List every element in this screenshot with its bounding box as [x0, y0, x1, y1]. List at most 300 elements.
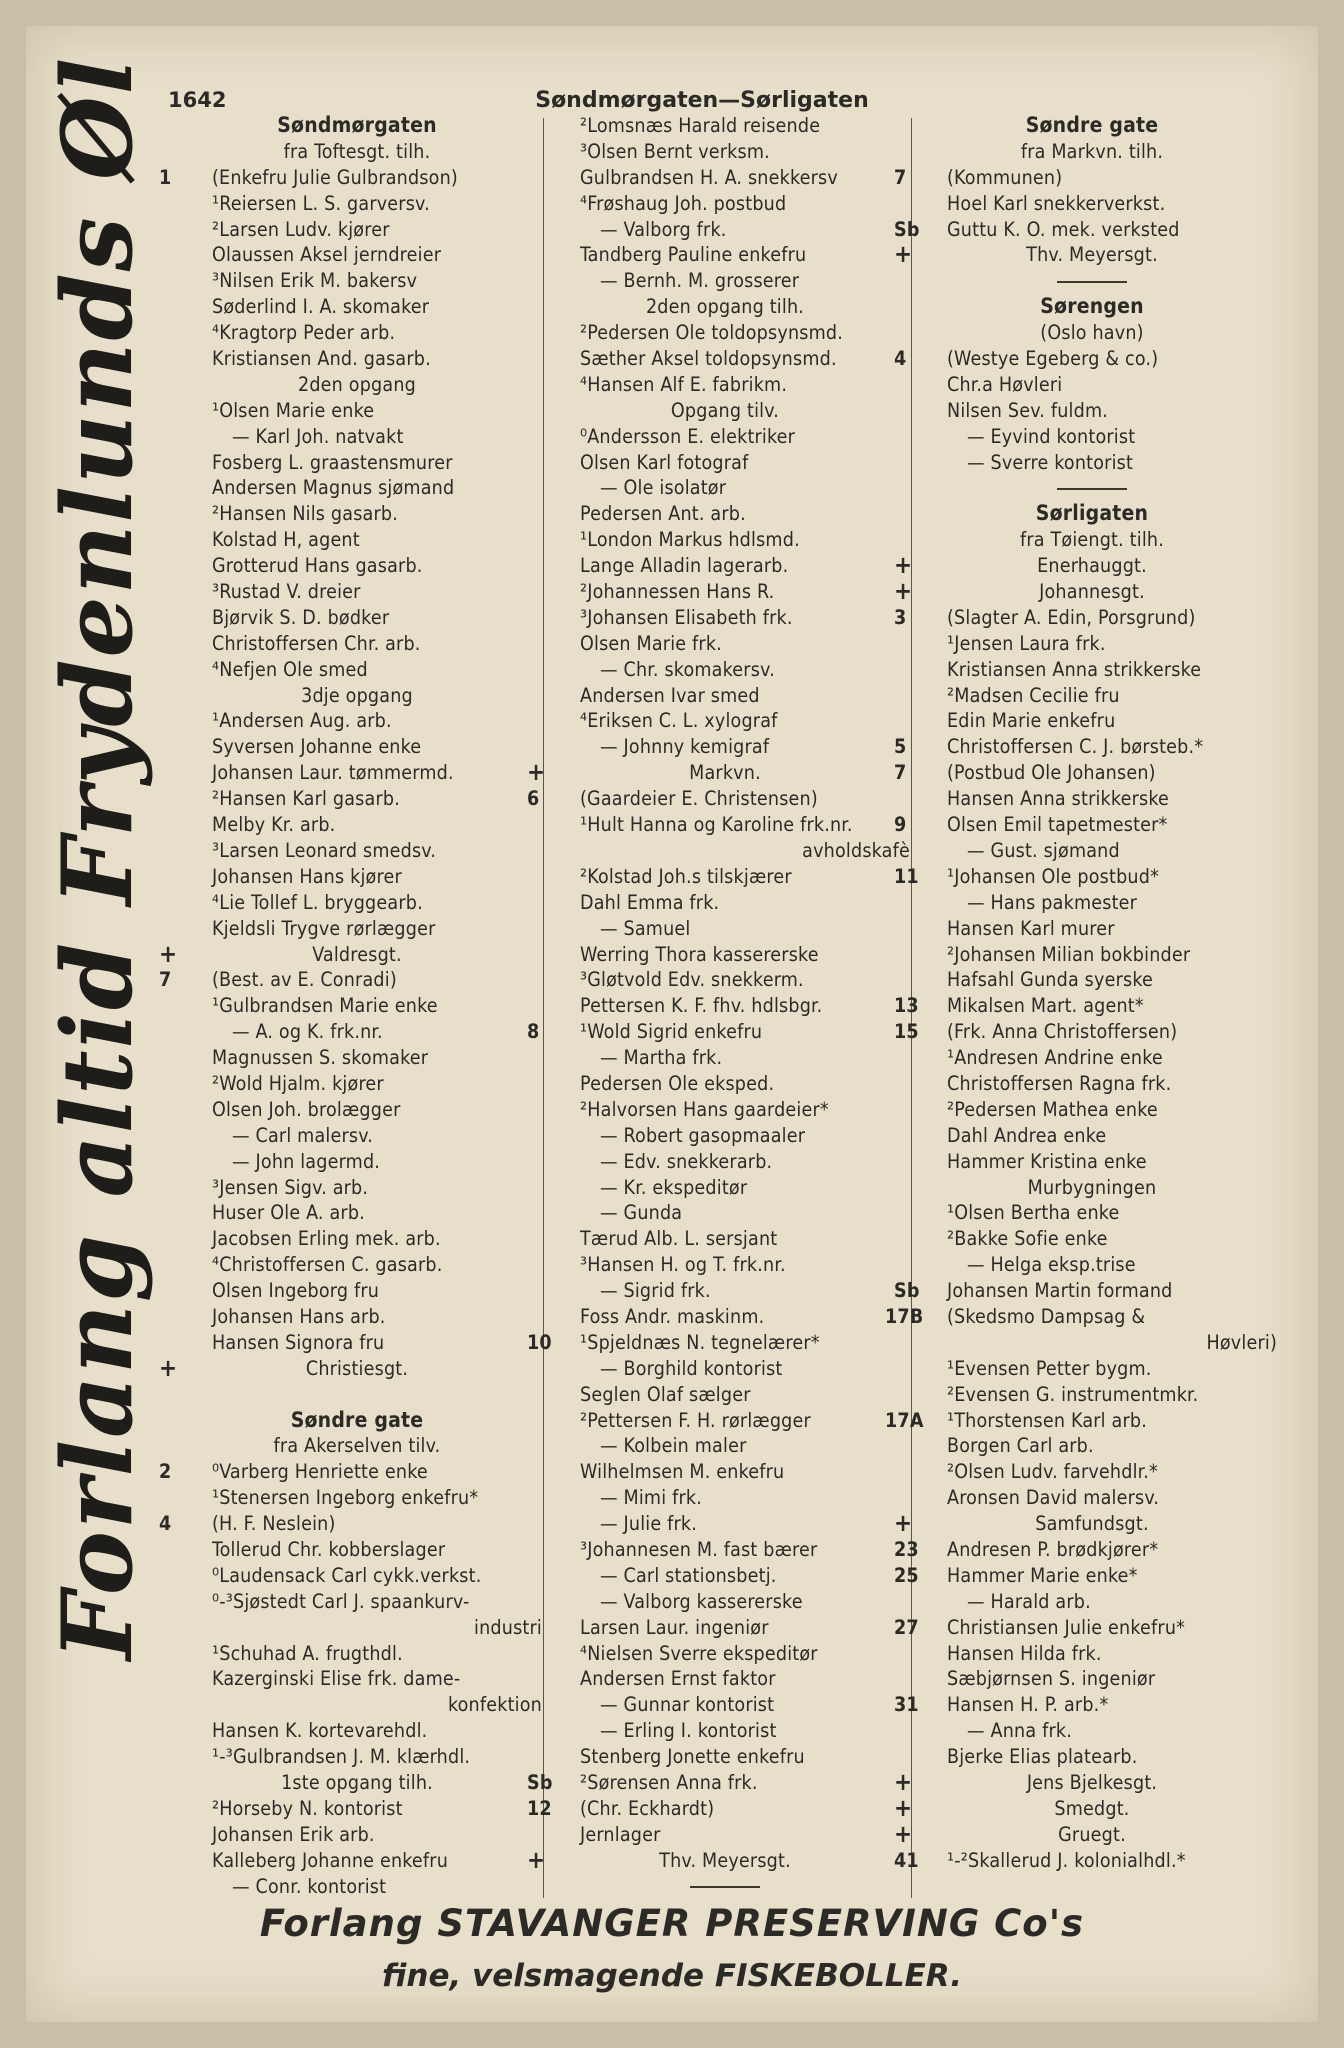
entry-text: 2den opgang: [297, 372, 416, 396]
directory-entry: [907, 475, 1277, 501]
entry-text: Sæther Aksel toldopsynsmd.: [580, 347, 837, 371]
directory-entry: [907, 1356, 1277, 1382]
directory-entry: [527, 1770, 910, 1796]
entry-text: Hansen Hilda frk.: [947, 1641, 1102, 1665]
street-heading: [172, 113, 542, 139]
directory-entry: [172, 424, 542, 450]
directory-entry: [172, 1718, 542, 1744]
column-3: [885, 113, 1277, 1913]
entry-text: — Bernh. M. grosserer: [600, 269, 800, 293]
entry-text: avholdskafè: [802, 838, 910, 862]
street-heading: [907, 294, 1277, 320]
entry-text: (Frk. Anna Christoffersen): [947, 1020, 1178, 1044]
entry-text: ³Jensen Sigv. arb.: [212, 1175, 369, 1199]
directory-entry: [540, 1278, 910, 1304]
entry-text: ²Pettersen F. H. rørlægger: [580, 1408, 811, 1432]
directory-entry: [540, 165, 910, 191]
directory-entry: [907, 372, 1277, 398]
directory-entry: [172, 657, 542, 683]
house-number: 25: [894, 1563, 919, 1587]
directory-entry: [907, 1071, 1277, 1097]
directory-entry: [907, 1252, 1277, 1278]
entry-text: (Postbud Ole Johansen): [947, 761, 1156, 785]
directory-entry: [172, 475, 542, 501]
directory-entry: [907, 1433, 1277, 1459]
cross-street-marker: +: [894, 551, 913, 580]
directory-entry: [172, 217, 542, 243]
directory-entry: [172, 1382, 542, 1408]
entry-text: Magnussen S. skomaker: [212, 1046, 429, 1070]
cross-street-marker: +: [894, 1819, 913, 1848]
house-number: 7: [159, 968, 172, 992]
directory-entry: [159, 1353, 542, 1382]
entry-text: ²Johansen Milian bokbinder: [947, 942, 1191, 966]
directory-entry: [540, 864, 910, 890]
entry-text: Tærud Alb. L. sersjant: [580, 1227, 778, 1251]
entry-text: Chr.a Høvleri: [947, 372, 1063, 396]
directory-entry: [907, 657, 1277, 683]
directory-entry: [894, 1509, 1277, 1538]
entry-text: Johansen Erik arb.: [212, 1822, 375, 1846]
entry-text: ¹-²Skallerud J. kolonialhdl.*: [947, 1848, 1186, 1872]
entry-text: ²Larsen Ludv. kjører: [212, 217, 390, 241]
entry-text: ⁰-³Sjøstedt Carl J. spaankurv-: [212, 1589, 470, 1613]
entry-text: — John lagermd.: [232, 1149, 381, 1173]
entry-text: Andersen Ernst faktor: [580, 1667, 776, 1691]
directory-entry: [907, 631, 1277, 657]
house-number: 23: [894, 1537, 919, 1561]
directory-entry: [172, 1149, 542, 1175]
house-number: 7: [894, 761, 907, 785]
entry-text: Olsen Emil tapetmester*: [947, 813, 1168, 837]
cross-street-marker: +: [894, 1793, 913, 1822]
entry-text: Hafsahl Gunda syerske: [947, 968, 1153, 992]
directory-entry: [540, 1485, 910, 1511]
entry-text: ¹Andersen Aug. arb.: [212, 709, 392, 733]
entry-text: Thv. Meyersgt.: [659, 1848, 791, 1872]
directory-entry: [894, 1615, 1277, 1641]
directory-entry: [527, 758, 910, 787]
house-number: 3: [894, 605, 907, 629]
directory-entry: [172, 1330, 542, 1356]
entry-text: Sørligaten: [1035, 501, 1149, 526]
house-number: 15: [894, 1020, 919, 1044]
directory-entry: [172, 683, 542, 709]
entry-text: ¹Wold Sigrid enkefru: [580, 1020, 763, 1044]
entry-text: ⁴Nielsen Sverre ekspeditør: [580, 1641, 818, 1665]
directory-entry: [172, 294, 542, 320]
divider: [1057, 488, 1127, 490]
directory-entry: [540, 890, 910, 916]
directory-entry: [540, 191, 910, 217]
entry-text: — Sverre kontorist: [967, 450, 1134, 474]
directory-entry: [540, 1382, 910, 1408]
footer-ad-line-2: fine, velsmagende FISKEBOLLER.: [381, 1958, 962, 1994]
entry-text: Kolstad H, agent: [212, 528, 360, 552]
directory-entry: [172, 1123, 542, 1149]
entry-text: Foss Andr. maskinm.: [580, 1304, 765, 1328]
directory-entry: [907, 916, 1277, 942]
directory-entry: [907, 450, 1277, 476]
directory-entry: [540, 1304, 910, 1330]
entry-text: ²Bakke Sofie enke: [947, 1227, 1108, 1251]
entry-text: Høvleri): [1206, 1330, 1277, 1354]
entry-text: Johansen Hans kjører: [212, 864, 402, 888]
directory-entry: [540, 424, 910, 450]
cross-street-marker: +: [894, 240, 913, 269]
entry-text: Dahl Emma frk.: [580, 890, 720, 914]
entry-text: — Gunda: [600, 1201, 683, 1225]
directory-entry: [907, 1589, 1277, 1615]
footer-ad-line-1: Forlang STAVANGER PRESERVING Co's: [259, 1902, 1085, 1945]
directory-entry: [907, 683, 1277, 709]
house-number: 12: [527, 1796, 552, 1820]
entry-text: konfektion: [447, 1693, 542, 1717]
directory-entry: [540, 1200, 910, 1226]
directory-entry: [907, 1718, 1277, 1744]
directory-entry: [894, 1019, 1277, 1045]
directory-entry: [172, 1226, 542, 1252]
directory-entry: [907, 398, 1277, 424]
entry-text: 3dje opgang: [301, 683, 413, 707]
directory-entry: [907, 1382, 1277, 1408]
entry-text: — Carl stationsbetj.: [600, 1563, 777, 1587]
directory-entry: [894, 1692, 1277, 1718]
divider: [690, 1886, 760, 1888]
directory-entry: [540, 579, 910, 605]
entry-text: ²Wold Hjalm. kjører: [212, 1071, 384, 1095]
entry-text: — Kr. ekspeditør: [600, 1175, 748, 1199]
directory-entry: [172, 320, 542, 346]
entry-text: Samfundsgt.: [1035, 1512, 1149, 1536]
column-2: [527, 113, 910, 1913]
house-number: Sb: [527, 1771, 553, 1794]
entry-text: Olsen Marie frk.: [580, 631, 722, 655]
entry-text: — Harald arb.: [967, 1589, 1091, 1613]
directory-entry: [172, 1822, 542, 1848]
entry-text: Markvn.: [689, 761, 761, 785]
entry-text: ¹Gulbrandsen Marie enke: [212, 994, 438, 1018]
directory-entry: [540, 1149, 910, 1175]
cross-street-marker: +: [159, 1353, 178, 1382]
entry-text: Bjerke Elias platearb.: [947, 1745, 1138, 1769]
entry-text: Smedgt.: [1054, 1796, 1130, 1820]
entry-text: Larsen Laur. ingeniør: [580, 1615, 769, 1639]
directory-entry: [172, 916, 542, 942]
entry-text: Hansen K. kortevarehdl.: [212, 1719, 428, 1743]
entry-text: — Helga eksp.trise: [967, 1253, 1136, 1277]
entry-text: Hansen Karl murer: [947, 916, 1115, 940]
directory-entry: [527, 786, 910, 812]
entry-text: ⁴Lie Tollef L. bryggearb.: [212, 890, 423, 914]
entry-text: fra Tøiengt. tilh.: [1019, 528, 1164, 552]
entry-text: ²Halvorsen Hans gaardeier*: [580, 1097, 829, 1121]
entry-text: — Martha frk.: [600, 1046, 723, 1070]
directory-entry: [172, 734, 542, 760]
directory-entry: [907, 942, 1277, 968]
entry-text: Hoel Karl snekkerverkst.: [947, 191, 1166, 215]
entry-text: — Edv. snekkerarb.: [600, 1149, 773, 1173]
entry-text: Kazerginski Elise frk. dame-: [212, 1667, 461, 1691]
entry-text: ²Evensen G. instrumentmkr.: [947, 1382, 1199, 1406]
directory-entry: [907, 967, 1277, 993]
entry-text: — Erling I. kontorist: [600, 1719, 777, 1743]
directory-entry: [527, 1330, 910, 1356]
entry-text: ¹Hult Hanna og Karoline frk.nr.: [580, 813, 853, 837]
directory-entry: [894, 864, 1277, 890]
directory-entry: [172, 760, 542, 786]
entry-text: Lange Alladin lagerarb.: [580, 554, 789, 578]
directory-entry: [172, 268, 542, 294]
directory-entry: [907, 527, 1277, 553]
entry-text: Kalleberg Johanne enkefru: [212, 1848, 449, 1872]
directory-entry: [540, 450, 910, 476]
entry-text: Søndmørgaten: [277, 113, 437, 137]
directory-entry: [540, 1692, 910, 1718]
directory-entry: [172, 1200, 542, 1226]
directory-entry: [540, 993, 910, 1019]
directory-entry: [907, 1097, 1277, 1123]
directory-entry: [172, 1666, 542, 1692]
entry-text: — Valborg frk.: [600, 217, 727, 241]
house-number: 11: [894, 864, 919, 888]
directory-entry: [907, 1744, 1277, 1770]
entry-text: ²Olsen Ludv. farvehdlr.*: [947, 1460, 1159, 1484]
house-number: 9: [894, 813, 907, 837]
house-number: 17A: [885, 1408, 924, 1432]
entry-text: ¹Schuhad A. frugthdl.: [212, 1641, 403, 1665]
entry-text: Pettersen K. F. fhv. hdlsbgr.: [580, 994, 823, 1018]
entry-text: ²Sørensen Anna frk.: [580, 1771, 758, 1794]
entry-text: — Eyvind kontorist: [967, 424, 1136, 448]
directory-entry: [894, 217, 1277, 243]
entry-text: ³Johansen Elisabeth frk.: [580, 605, 793, 629]
directory-entry: [894, 1848, 1277, 1874]
directory-entry: [907, 1200, 1277, 1226]
directory-entry: [172, 1770, 542, 1796]
entry-text: Andersen Magnus sjømand: [212, 476, 455, 500]
directory-entry: [172, 1097, 542, 1123]
directory-entry: [907, 424, 1277, 450]
directory-entry: [159, 967, 542, 993]
directory-entry: [907, 890, 1277, 916]
entry-text: ¹Olsen Marie enke: [212, 398, 375, 422]
entry-text: (Slagter A. Edin, Porsgrund): [947, 605, 1196, 629]
entry-text: ²Hansen Nils gasarb.: [212, 502, 399, 526]
directory-entry: [907, 1045, 1277, 1071]
directory-entry: [894, 760, 1277, 786]
entry-text: Thv. Meyersgt.: [1026, 243, 1158, 267]
entry-text: fra Toftesgt. tilh.: [283, 139, 431, 163]
directory-entry: [172, 1175, 542, 1201]
entry-text: — Gunnar kontorist: [600, 1693, 775, 1717]
entry-text: — Gust. sjømand: [967, 838, 1120, 862]
entry-text: Pedersen Ant. arb.: [580, 502, 746, 526]
directory-entry: [907, 838, 1277, 864]
house-number: Sb: [894, 1279, 920, 1303]
entry-text: Christoffersen Ragna frk.: [947, 1071, 1172, 1095]
entry-text: — Johnny kemigraf: [600, 735, 770, 759]
entry-text: ³Larsen Leonard smedsv.: [212, 838, 437, 862]
directory-entry: [172, 1304, 542, 1330]
directory-entry: [907, 1330, 1277, 1356]
entry-text: ²Johannessen Hans R.: [580, 580, 775, 604]
entry-text: ¹-³Gulbrandsen J. M. klærhdl.: [212, 1745, 471, 1769]
entry-text: ¹Evensen Petter bygm.: [947, 1356, 1152, 1380]
directory-entry: [907, 320, 1277, 346]
directory-entry: [894, 1563, 1277, 1589]
entry-text: Sæbjørnsen S. ingeniør: [947, 1667, 1156, 1691]
directory-entry: [540, 294, 910, 320]
directory-entry: [894, 812, 1277, 838]
entry-text: Valdresgt.: [312, 942, 402, 966]
entry-text: Stenberg Jonette enkefru: [580, 1745, 805, 1769]
entry-text: ¹London Markus hdlsmd.: [580, 528, 800, 552]
directory-entry: [894, 1278, 1277, 1304]
directory-entry: [885, 1304, 1277, 1330]
directory-entry: [172, 398, 542, 424]
entry-text: ¹Reiersen L. S. garversv.: [212, 191, 430, 215]
entry-text: ²Horseby N. kontorist: [212, 1796, 403, 1820]
section-rule: [540, 1874, 910, 1900]
entry-text: ¹Spjeldnæs N. tegnelærer*: [580, 1330, 820, 1354]
directory-entry: [172, 1615, 542, 1641]
house-number: 2: [159, 1460, 172, 1484]
directory-entry: [907, 1641, 1277, 1667]
street-heading: [907, 501, 1277, 527]
entry-text: Borgen Carl arb.: [947, 1434, 1094, 1458]
house-number: 31: [894, 1693, 919, 1717]
directory-entry: [172, 993, 542, 1019]
directory-entry: [540, 1718, 910, 1744]
entry-text: (Kommunen): [947, 165, 1063, 189]
directory-entry: [540, 1226, 910, 1252]
directory-entry: [540, 1615, 910, 1641]
side-advertisement: Forlang altid Frydenlunds Øl: [41, 55, 154, 1660]
directory-entry: [172, 139, 542, 165]
entry-text: ³Nilsen Erik M. bakersv: [212, 269, 418, 293]
directory-entry: [540, 1252, 910, 1278]
entry-text: ³Gløtvold Edv. snekkerm.: [580, 968, 804, 992]
entry-text: ²Hansen Karl gasarb.: [212, 787, 400, 811]
directory-entry: [907, 1175, 1277, 1201]
directory-entry: [172, 1848, 542, 1874]
directory-entry: [540, 501, 910, 527]
directory-entry: [894, 240, 1277, 269]
directory-entry: [540, 475, 910, 501]
entry-text: fra Markvn. tilh.: [1020, 139, 1164, 163]
entry-text: Hammer Kristina enke: [947, 1149, 1147, 1173]
directory-entry: [907, 139, 1277, 165]
entry-text: Christiesgt.: [305, 1356, 409, 1380]
house-number: 13: [894, 994, 919, 1018]
directory-entry: [172, 786, 542, 812]
directory-entry: [907, 1666, 1277, 1692]
directory-entry: [527, 1019, 910, 1045]
house-number: 4: [894, 347, 907, 371]
entry-text: Opgang tilv.: [670, 398, 780, 422]
directory-entry: [894, 1537, 1277, 1563]
directory-entry: [172, 1433, 542, 1459]
entry-text: Johansen Laur. tømmermd.: [212, 761, 454, 785]
entry-text: Søderlind I. A. skomaker: [212, 295, 430, 319]
house-number: 41: [894, 1848, 919, 1872]
cross-street-marker: +: [894, 577, 913, 606]
directory-entry: [907, 268, 1277, 294]
directory-entry: [172, 890, 542, 916]
directory-entry: [172, 1641, 542, 1667]
entry-text: Wilhelmsen M. enkefru: [580, 1460, 785, 1484]
directory-entry: [172, 1252, 542, 1278]
directory-entry: [172, 1874, 542, 1900]
cross-street-marker: +: [527, 758, 546, 787]
directory-entry: [540, 527, 910, 553]
entry-text: ¹Andresen Andrine enke: [947, 1046, 1163, 1070]
entry-text: Christoffersen C. J. børsteb.*: [947, 735, 1204, 759]
entry-text: — Robert gasopmaaler: [600, 1123, 806, 1147]
entry-text: Christoffersen Chr. arb.: [212, 631, 421, 655]
directory-entry: [540, 113, 910, 139]
entry-text: Olsen Joh. brolægger: [212, 1097, 401, 1121]
column-1: [159, 113, 542, 1913]
entry-text: Hansen Anna strikkerske: [947, 787, 1169, 811]
entry-text: ²Madsen Cecilie fru: [947, 683, 1120, 707]
directory-entry: [894, 165, 1277, 191]
directory-entry: [527, 1845, 910, 1874]
directory-entry: [540, 1433, 910, 1459]
entry-text: Andersen Ivar smed: [580, 683, 760, 707]
directory-entry: [172, 242, 542, 268]
directory-entry: [540, 1744, 910, 1770]
entry-text: Grotterud Hans gasarb.: [212, 554, 423, 578]
entry-text: — Kolbein maler: [600, 1434, 747, 1458]
entry-text: — Sigrid frk.: [600, 1279, 711, 1303]
directory-entry: [540, 631, 910, 657]
directory-entry: [540, 1563, 910, 1589]
entry-text: Hammer Marie enke*: [947, 1563, 1138, 1587]
entry-text: — Hans pakmester: [967, 890, 1138, 914]
directory-entry: [540, 1175, 910, 1201]
entry-text: Søndre gate: [1025, 113, 1159, 137]
entry-text: — Chr. skomakersv.: [600, 657, 775, 681]
directory-entry: [172, 864, 542, 890]
directory-entry: [172, 372, 542, 398]
directory-entry: [540, 1045, 910, 1071]
entry-text: — Julie frk.: [600, 1512, 698, 1536]
directory-entry: [907, 1123, 1277, 1149]
entry-text: Syversen Johanne enke: [212, 735, 422, 759]
directory-entry: [540, 967, 910, 993]
house-number: 27: [894, 1615, 919, 1639]
entry-text: ³Rustad V. dreier: [212, 580, 361, 604]
entry-text: Gruegt.: [1058, 1822, 1126, 1846]
entry-text: Jacobsen Erling mek. arb.: [212, 1227, 441, 1251]
directory-entry: [894, 577, 1277, 606]
directory-entry: [894, 1819, 1277, 1848]
entry-text: ⁴Kragtorp Peder arb.: [212, 321, 396, 345]
directory-entry: [172, 553, 542, 579]
house-number: 4: [159, 1512, 172, 1536]
directory-entry: [540, 139, 910, 165]
directory-entry: [540, 1123, 910, 1149]
directory-entry: [172, 1485, 542, 1511]
directory-entry: [907, 1485, 1277, 1511]
directory-entry: [172, 501, 542, 527]
house-number: 10: [527, 1330, 552, 1354]
directory-entry: [540, 605, 910, 631]
directory-entry: [540, 1589, 910, 1615]
entry-text: — Ole isolatør: [600, 476, 727, 500]
